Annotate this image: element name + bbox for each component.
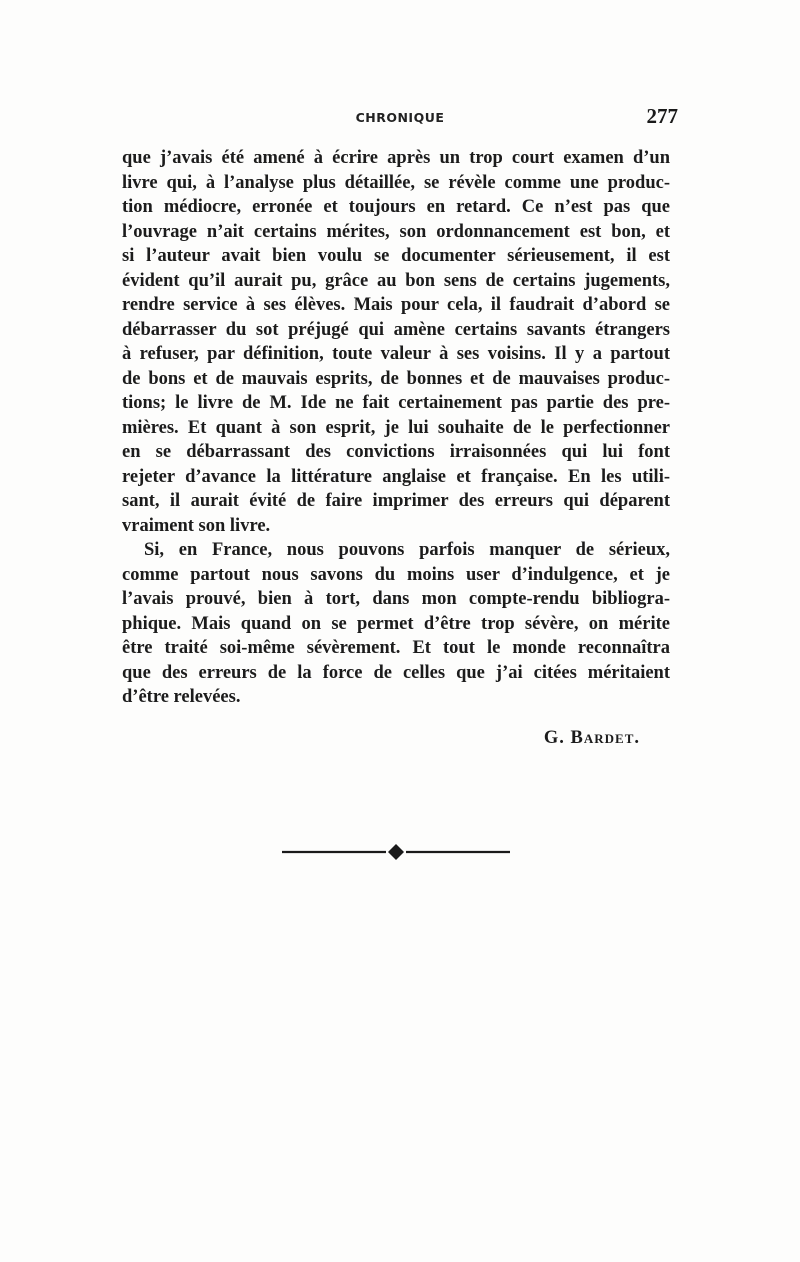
text-line: tions; le livre de M. Ide ne fait certainement pas partie des pre- <box>122 393 670 413</box>
text-line: débarrasser du sot préjugé qui amène certains savants étrangers <box>122 319 670 340</box>
text-line: à refuser, par définition, toute valeur à ses voisins. Il y a partout <box>122 344 670 364</box>
text-line: en se débarrassant des convictions irraisonnées qui lui font <box>122 442 670 462</box>
signature-surname: Bardet. <box>570 728 640 748</box>
text-line: Si, en France, nous pouvons parfois manquer de sérieux, <box>144 540 670 560</box>
page-number: 277 <box>646 104 678 128</box>
text-line: livre qui, à l’analyse plus détaillée, se révèle comme une produc- <box>122 172 670 193</box>
text-line: si l’auteur avait bien voulu se documenter sérieusement, il est <box>122 246 670 266</box>
running-head <box>122 104 678 132</box>
signature-initial: G. <box>543 728 565 748</box>
text-line: l’ouvrage n’ait certains mérites, son ordonnancement est bon, et <box>122 221 670 242</box>
text-line: évident qu’il aurait pu, grâce au bon sens de certains jugements, <box>122 270 670 291</box>
running-title: CHRONIQUE <box>355 110 445 125</box>
author-signature <box>544 728 640 749</box>
text-line: être traité soi-même sévèrement. Et tout le monde reconnaîtra <box>122 638 670 658</box>
diamond-rule-ornament-icon <box>280 842 512 862</box>
text-line: sant, il aurait évité de faire imprimer des erreurs qui déparent <box>122 491 670 511</box>
text-line: rejeter d’avance la littérature anglaise et française. En les utili- <box>122 466 670 487</box>
text-line: phique. Mais quand on se permet d’être trop sévère, on mérite <box>122 613 670 634</box>
text-line: vraiment son livre. <box>122 515 271 536</box>
text-line: d’être relevées. <box>122 687 241 707</box>
text-line: comme partout nous savons du moins user d’indulgence, et je <box>122 564 670 585</box>
text-line: que j’avais été amené à écrire après un trop court examen d’un <box>122 148 670 168</box>
article-text <box>122 146 670 710</box>
text-line: rendre service à ses élèves. Mais pour cela, il faudrait d’abord se <box>122 295 670 315</box>
text-line: que des erreurs de la force de celles que j’ai citées méritaient <box>122 662 670 683</box>
text-line: tion médiocre, erronée et toujours en retard. Ce n’est pas que <box>122 197 670 217</box>
text-line: de bons et de mauvais esprits, de bonnes et de mauvaises produc- <box>122 368 670 389</box>
text-line: l’avais prouvé, bien à tort, dans mon compte-rendu bibliogra- <box>122 589 670 609</box>
text-line: mières. Et quant à son esprit, je lui souhaite de le perfectionner <box>122 417 670 438</box>
